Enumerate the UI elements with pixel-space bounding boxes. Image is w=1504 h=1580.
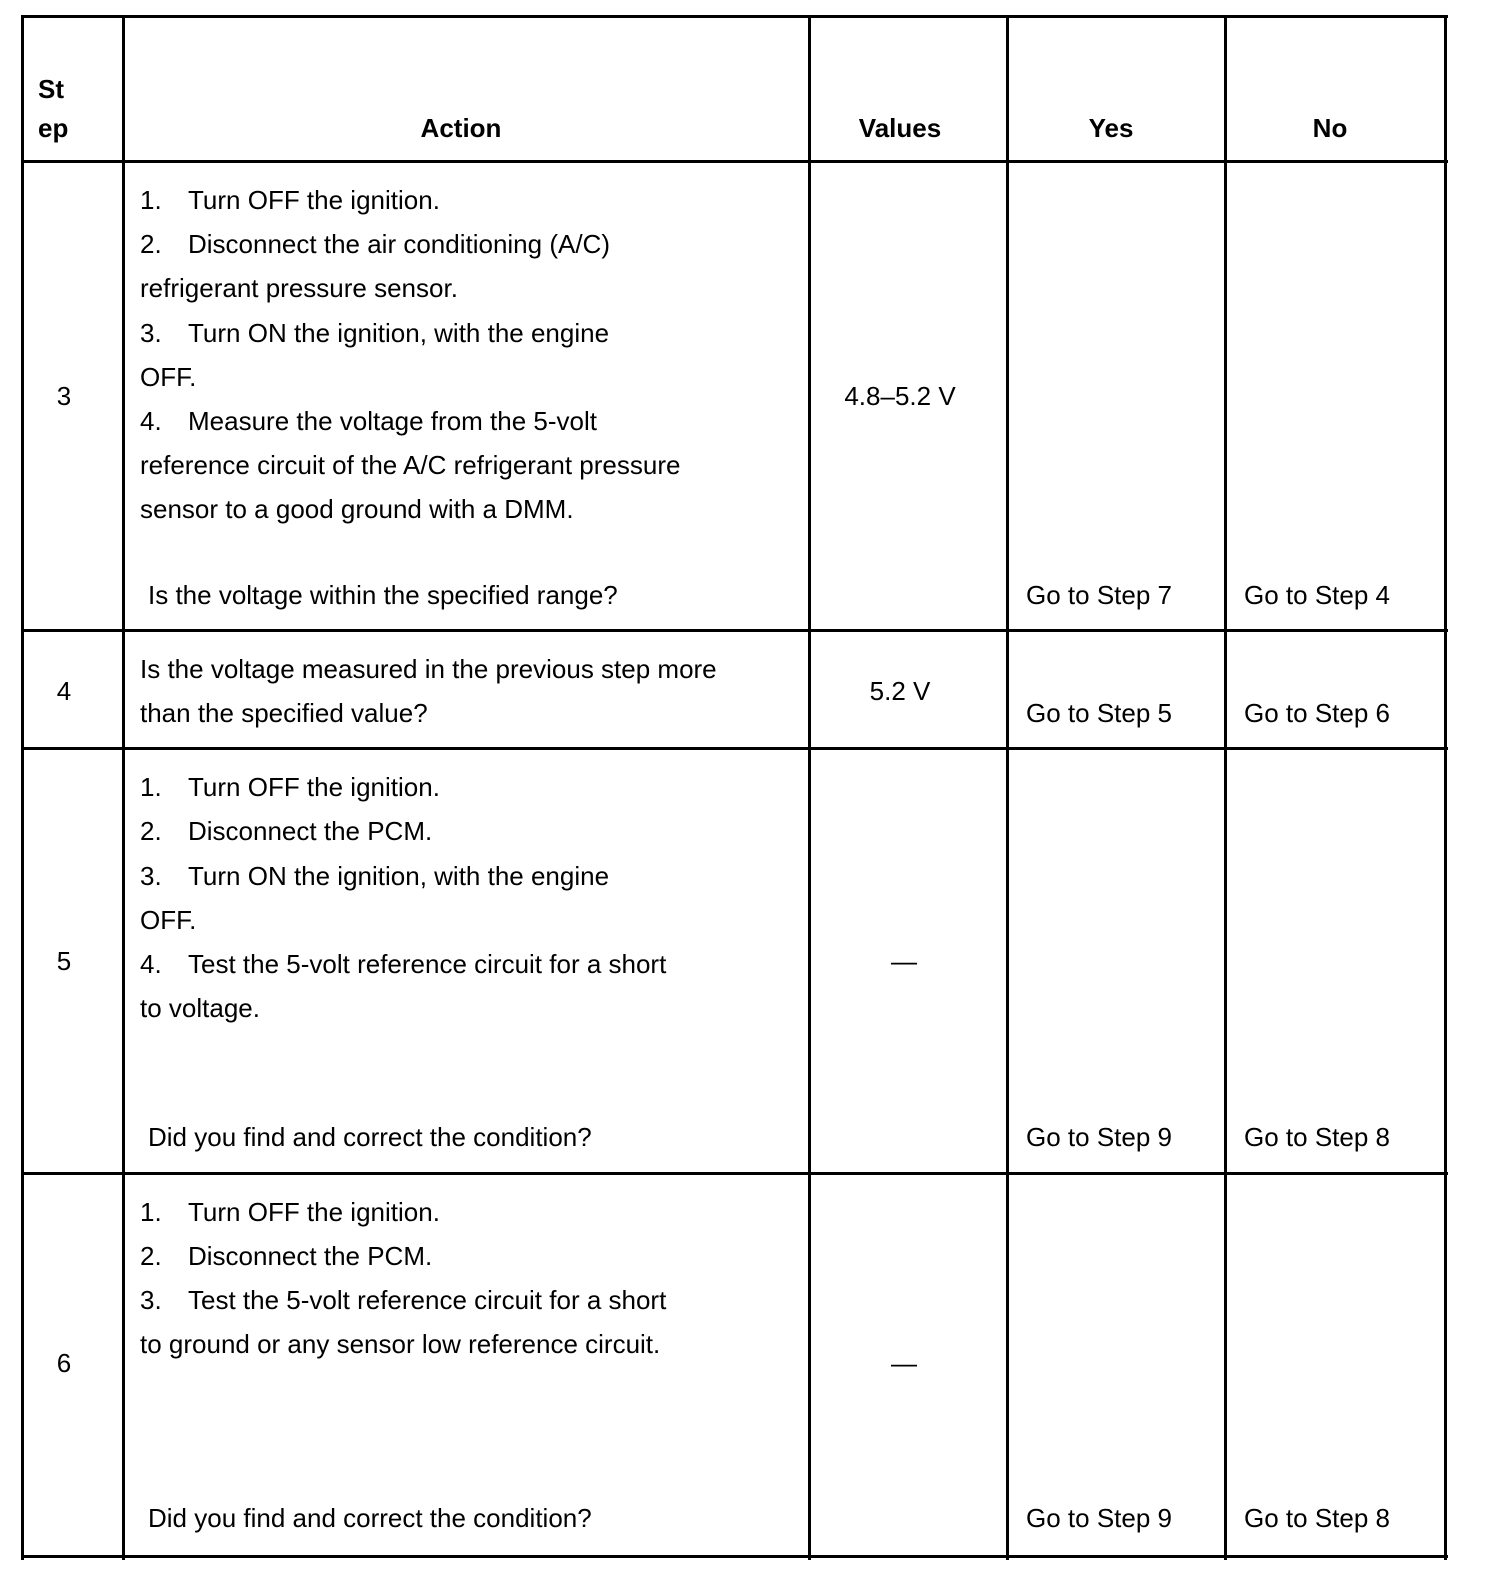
- action-line: 1. Turn OFF the ignition.: [140, 772, 440, 802]
- header-step-line1: St: [38, 74, 64, 104]
- header-step-line2: ep: [38, 113, 69, 143]
- yes-cell: Go to Step 9: [1026, 1503, 1172, 1533]
- value-cell: —: [891, 946, 917, 976]
- action-line: to ground or any sensor low reference circuit.: [140, 1329, 661, 1359]
- yes-cell: Go to Step 5: [1026, 698, 1172, 728]
- row-rule: [21, 1172, 1448, 1175]
- action-line: OFF.: [140, 362, 197, 392]
- action-line: refrigerant pressure sensor.: [140, 273, 458, 303]
- action-question: Did you find and correct the condition?: [148, 1122, 592, 1152]
- column-rule: [1224, 15, 1227, 1560]
- table-border-left: [21, 15, 24, 1560]
- column-rule: [122, 15, 125, 1560]
- no-cell: Go to Step 4: [1244, 580, 1390, 610]
- table-border-top: [21, 15, 1448, 18]
- row-rule: [21, 629, 1448, 632]
- action-line: reference circuit of the A/C refrigerant pressure: [140, 450, 681, 480]
- yes-cell: Go to Step 9: [1026, 1122, 1172, 1152]
- header-yes: Yes: [1088, 113, 1134, 143]
- action-line: 2. Disconnect the PCM.: [140, 1241, 433, 1271]
- header-action: Action: [420, 113, 502, 143]
- header-rule: [21, 160, 1448, 163]
- column-rule: [1006, 15, 1009, 1560]
- action-line: Is the voltage measured in the previous step more: [140, 654, 717, 684]
- value-cell: —: [891, 1348, 917, 1378]
- header-values: Values: [858, 113, 942, 143]
- action-line: 1. Turn OFF the ignition.: [140, 1197, 440, 1227]
- yes-cell: Go to Step 7: [1026, 580, 1172, 610]
- no-cell: Go to Step 8: [1244, 1503, 1390, 1533]
- value-cell: 4.8–5.2 V: [844, 381, 956, 411]
- action-question: Did you find and correct the condition?: [148, 1503, 592, 1533]
- action-question: Is the voltage within the specified range?: [148, 580, 618, 610]
- action-line: 1. Turn OFF the ignition.: [140, 185, 440, 215]
- step-number: 6: [56, 1348, 72, 1378]
- no-cell: Go to Step 8: [1244, 1122, 1390, 1152]
- action-line: sensor to a good ground with a DMM.: [140, 494, 574, 524]
- action-line: 4. Test the 5-volt reference circuit for a short: [140, 949, 667, 979]
- value-cell: 5.2 V: [869, 676, 931, 706]
- action-line: to voltage.: [140, 993, 260, 1023]
- header-no: No: [1312, 113, 1348, 143]
- table-border-bottom: [21, 1555, 1448, 1558]
- action-line: 2. Disconnect the air conditioning (A/C): [140, 229, 610, 259]
- action-line: than the specified value?: [140, 698, 428, 728]
- action-line: 3. Turn ON the ignition, with the engine: [140, 318, 610, 348]
- action-line: 2. Disconnect the PCM.: [140, 816, 433, 846]
- row-rule: [21, 747, 1448, 750]
- no-cell: Go to Step 6: [1244, 698, 1390, 728]
- action-line: 3. Turn ON the ignition, with the engine: [140, 861, 610, 891]
- step-number: 4: [56, 676, 72, 706]
- action-line: OFF.: [140, 905, 197, 935]
- table-border-right: [1444, 15, 1447, 1560]
- action-line: 3. Test the 5-volt reference circuit for a short: [140, 1285, 667, 1315]
- action-line: 4. Measure the voltage from the 5-volt: [140, 406, 597, 436]
- step-number: 5: [56, 946, 72, 976]
- step-number: 3: [56, 381, 72, 411]
- column-rule: [808, 15, 811, 1560]
